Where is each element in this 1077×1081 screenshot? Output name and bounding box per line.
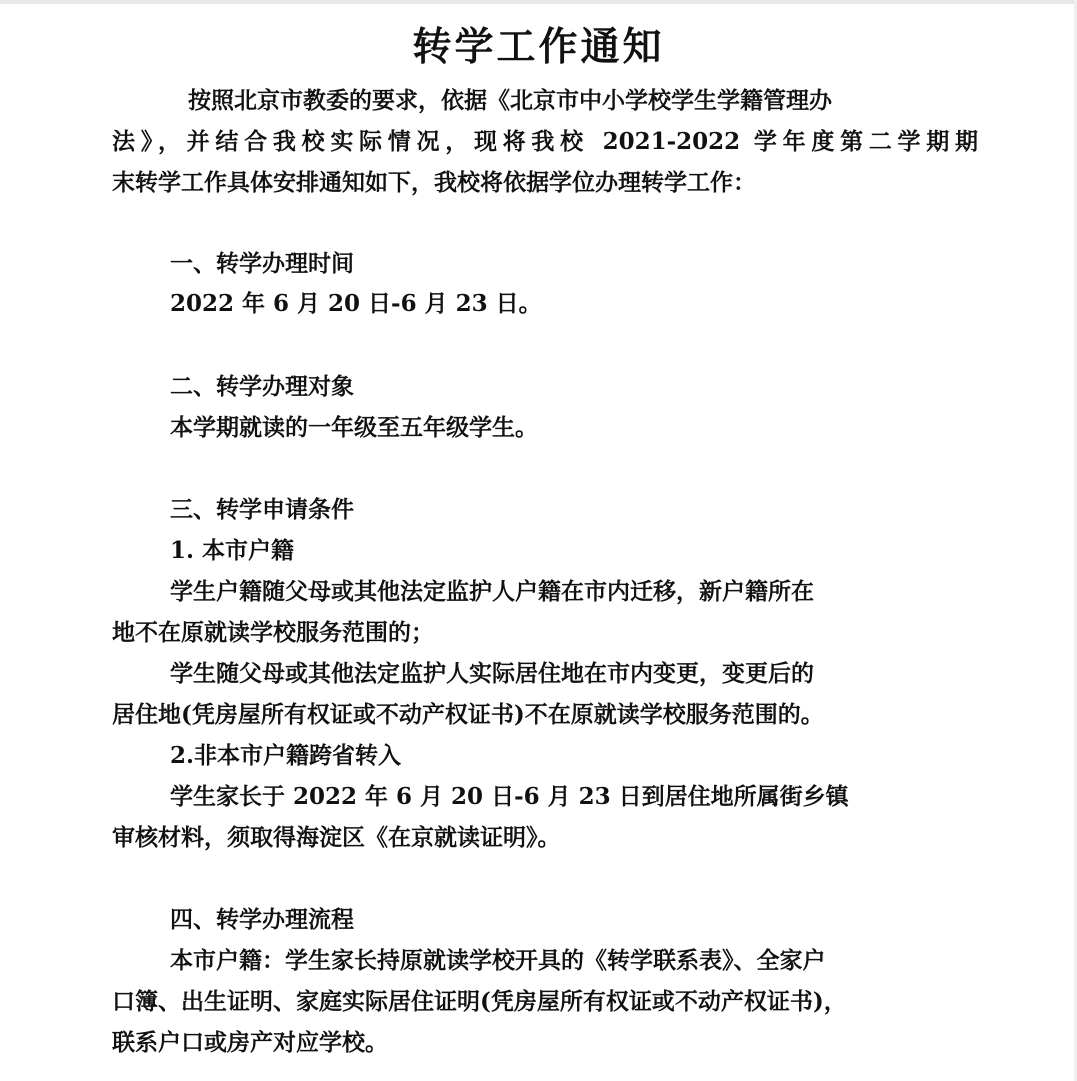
section-3-sub2-para-line1: 学生家长于 2022 年 6 月 20 日-6 月 23 日到居住地所属街乡镇	[170, 783, 849, 810]
section-3-sub1-heading: 1. 本市户籍	[170, 537, 295, 564]
section-3-heading: 三、转学申请条件	[170, 496, 354, 523]
section-2-body: 本学期就读的一年级至五年级学生。	[170, 414, 538, 441]
section-1-heading: 一、转学办理时间	[170, 250, 354, 277]
intro-line-1: 按照北京市教委的要求，依据《北京市中小学校学生学籍管理办	[188, 87, 832, 114]
section-3-sub1-para2-line2: 居住地(凭房屋所有权证或不动产权证书)不在原就读学校服务范围的。	[112, 701, 824, 728]
section-3-sub1-para1-line2: 地不在原就读学校服务范围的；	[112, 619, 434, 646]
section-4-para-line2: 口簿、出生证明、家庭实际居住证明(凭房屋所有权证或不动产权证书)，	[112, 988, 847, 1015]
section-3-sub1-para2-line1: 学生随父母或其他法定监护人实际居住地在市内变更，变更后的	[170, 660, 814, 687]
section-4-para-line3: 联系户口或房产对应学校。	[112, 1029, 388, 1056]
section-3-sub2-heading: 2.非本市户籍跨省转入	[170, 742, 402, 769]
section-1-body: 2022 年 6 月 20 日-6 月 23 日。	[170, 290, 542, 317]
section-4-heading: 四、转学办理流程	[170, 906, 354, 933]
intro-line-3: 末转学工作具体安排通知如下，我校将依据学位办理转学工作：	[112, 169, 756, 196]
section-2-heading: 二、转学办理对象	[170, 373, 354, 400]
section-3-sub2-para-line2: 审核材料，须取得海淀区《在京就读证明》。	[112, 824, 561, 851]
document-title: 转学工作通知	[412, 25, 665, 70]
section-4-para-line1: 本市户籍：学生家长持原就读学校开具的《转学联系表》、全家户	[170, 947, 826, 974]
intro-line-2: 法》，并结合我校实际情况，现将我校 2021-2022 学年度第二学期期	[112, 128, 978, 155]
section-3-sub1-para1-line1: 学生户籍随父母或其他法定监护人户籍在市内迁移，新户籍所在	[170, 578, 814, 605]
top-border	[0, 0, 1077, 4]
